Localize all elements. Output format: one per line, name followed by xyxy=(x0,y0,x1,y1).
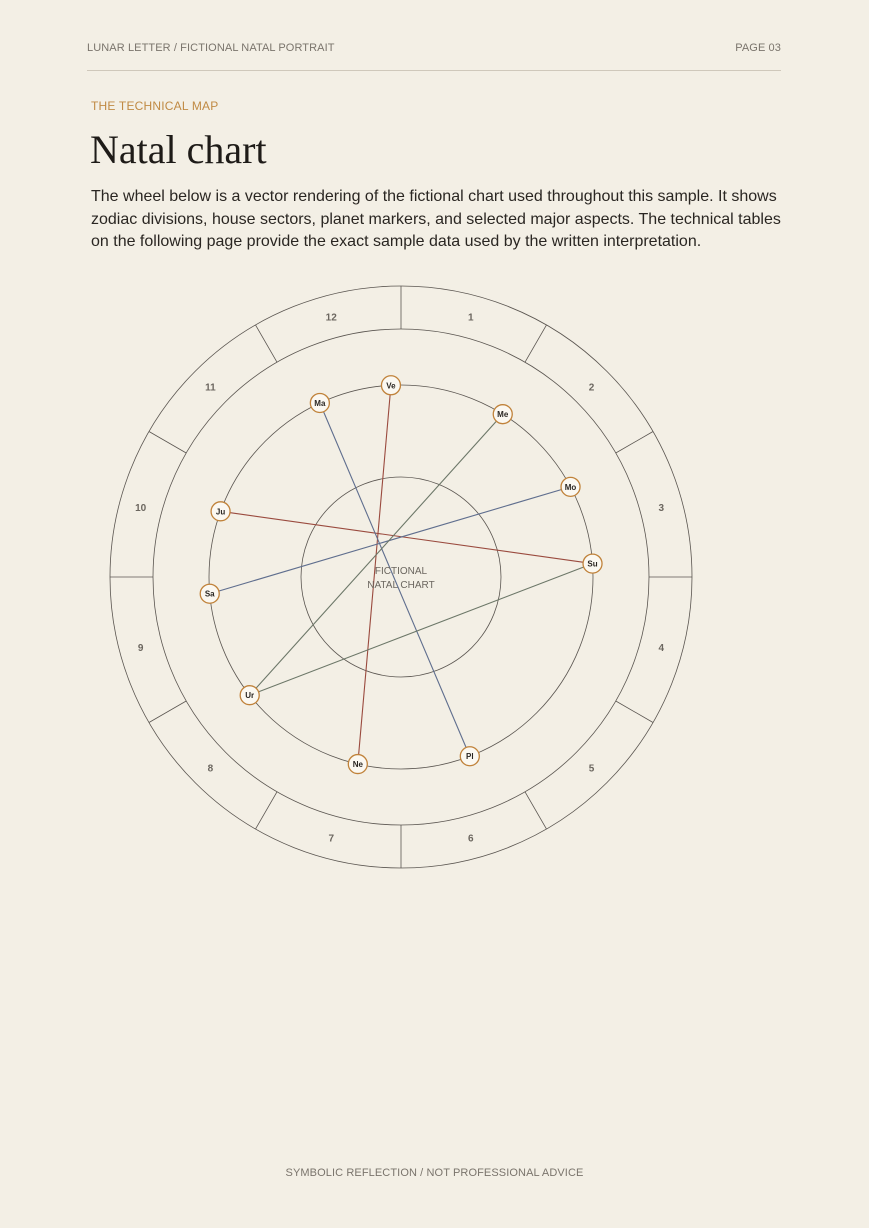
house-number: 11 xyxy=(205,382,216,394)
house-divider xyxy=(525,325,547,362)
house-number: 1 xyxy=(467,312,474,324)
intro-paragraph: The wheel below is a vector rendering of the fictional chart used throughout this sample. It shows zodiac divisions, house sectors, planet markers, and selected major aspects. The technical tables on the following page provide the exact sample data used by the written interpretation. xyxy=(91,188,781,250)
planet-marker xyxy=(200,584,219,603)
section-kicker: THE TECHNICAL MAP xyxy=(91,99,219,113)
house-divider xyxy=(616,701,653,723)
planet-label: Me xyxy=(497,410,509,420)
planet-label: Ur xyxy=(245,691,255,701)
house-divider xyxy=(256,792,278,829)
planet-label: Pl xyxy=(466,752,474,762)
aspect-line xyxy=(250,414,503,695)
aspect-line xyxy=(221,511,593,563)
center-label-line1: FICTIONAL xyxy=(374,566,428,577)
planet-marker xyxy=(583,554,602,573)
house-number: 4 xyxy=(658,642,665,654)
house-dividers xyxy=(110,286,692,868)
center-label-line2: NATAL CHART xyxy=(367,580,435,591)
house-number: 3 xyxy=(658,503,665,515)
house-divider xyxy=(616,432,653,454)
inner-ring xyxy=(301,477,501,677)
planet-label: Su xyxy=(587,559,598,569)
house-divider xyxy=(149,701,186,723)
page-footer: SYMBOLIC REFLECTION / NOT PROFESSIONAL ADVICE xyxy=(285,1167,584,1179)
planet-marker xyxy=(348,755,367,774)
planet-marker xyxy=(561,477,580,496)
planet-marker xyxy=(310,393,329,412)
house-divider xyxy=(256,325,278,362)
house-number: 5 xyxy=(588,763,595,775)
planet-marker xyxy=(493,405,512,424)
page-title: Natal chart xyxy=(90,127,267,172)
planet-label: Sa xyxy=(204,589,215,599)
planet-label: Ma xyxy=(314,398,326,408)
aspect-line xyxy=(210,487,571,594)
house-number: 6 xyxy=(467,833,474,845)
house-numbers xyxy=(135,313,664,845)
publication-title: LUNAR LETTER / FICTIONAL NATAL PORTRAIT xyxy=(87,42,335,54)
planet-marker xyxy=(460,747,479,766)
planet-marker xyxy=(211,502,230,521)
house-number: 7 xyxy=(328,833,335,845)
planet-marker xyxy=(240,686,259,705)
house-divider xyxy=(525,792,547,829)
house-number: 10 xyxy=(135,503,147,515)
wheel-rings xyxy=(110,286,692,868)
planet-label: Ne xyxy=(352,760,363,770)
house-number: 9 xyxy=(137,642,144,654)
planet-label: Mo xyxy=(564,482,577,492)
house-number: 8 xyxy=(207,763,214,775)
outer-ring xyxy=(110,286,692,868)
house-divider xyxy=(149,432,186,454)
house-ring xyxy=(153,329,649,825)
planet-label: Ve xyxy=(386,381,396,391)
house-number: 12 xyxy=(325,312,337,324)
house-number: 2 xyxy=(588,382,595,394)
planet-label: Ju xyxy=(215,507,226,517)
page-number: PAGE 03 xyxy=(735,42,781,54)
planet-marker xyxy=(381,376,400,395)
